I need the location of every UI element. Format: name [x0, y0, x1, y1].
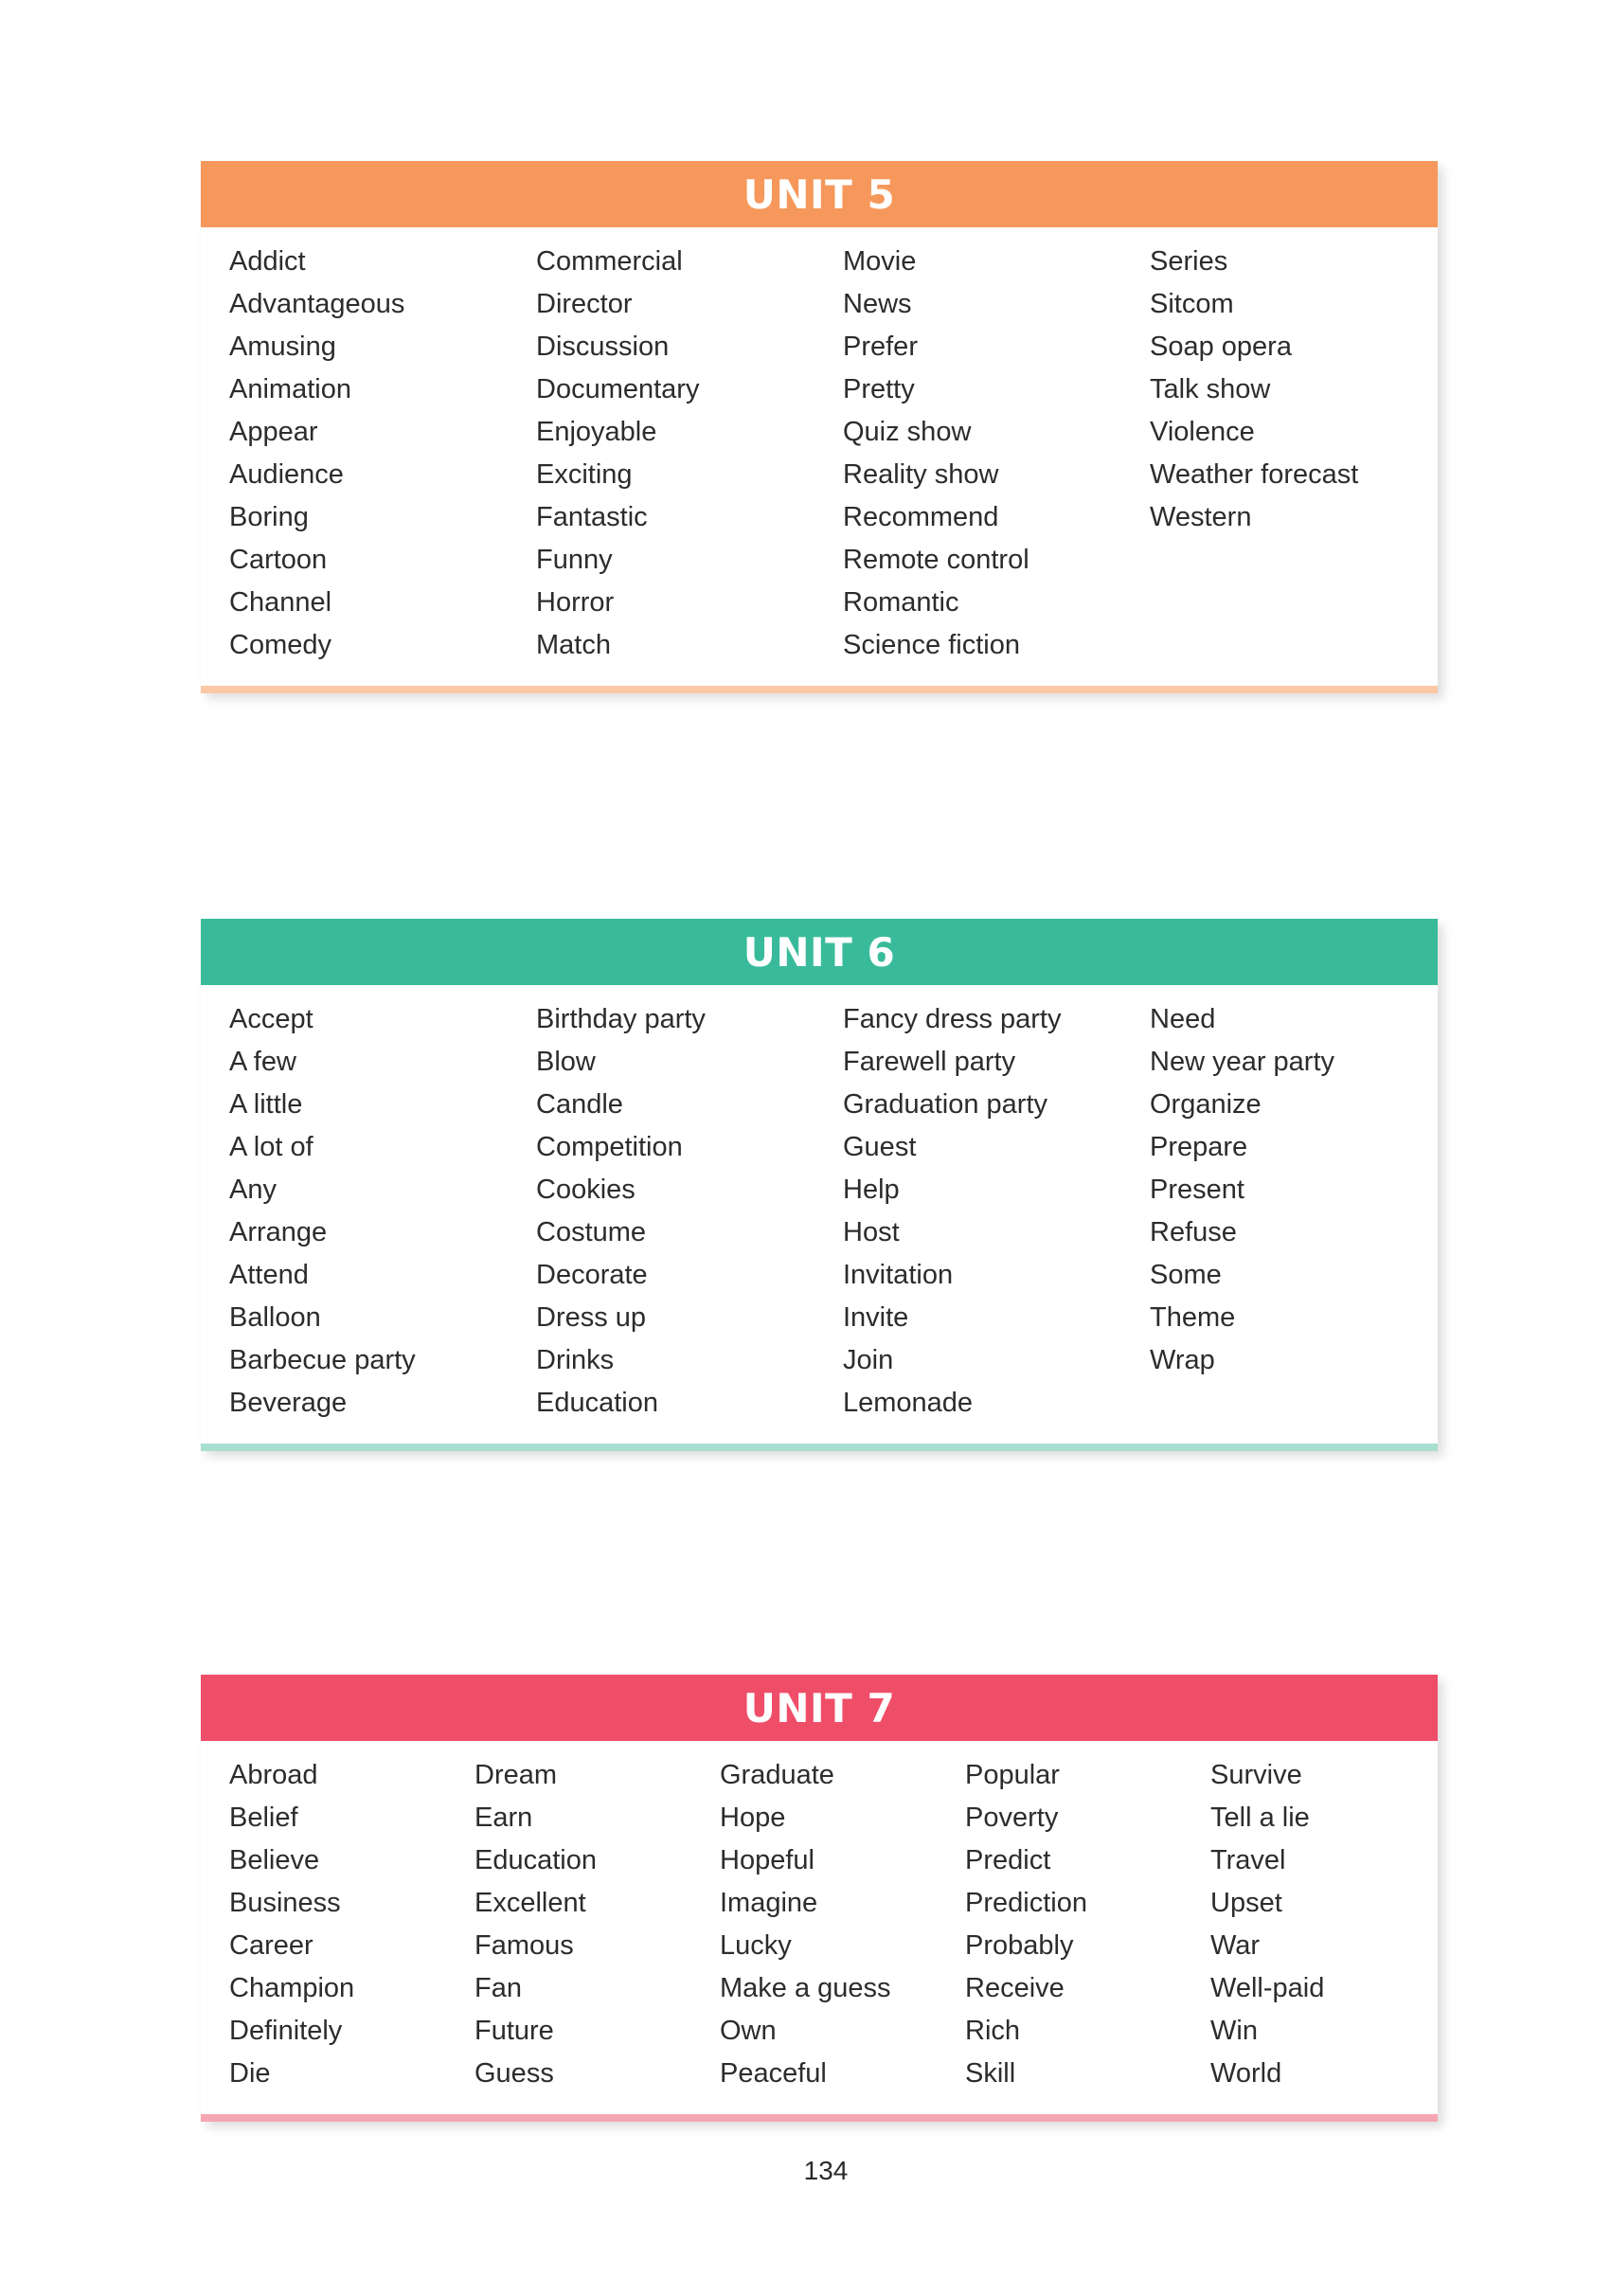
vocabulary-word: Popular	[965, 1760, 1060, 1790]
vocabulary-word: Accept	[229, 1004, 313, 1034]
vocabulary-word: Weather forecast	[1150, 459, 1359, 490]
vocabulary-word: Soap opera	[1150, 332, 1292, 362]
vocabulary-word: Hope	[720, 1803, 786, 1833]
vocabulary-word: Decorate	[536, 1260, 648, 1290]
word-column	[536, 985, 843, 1425]
vocabulary-word: Barbecue party	[229, 1345, 416, 1375]
vocabulary-word: Wrap	[1150, 1345, 1215, 1375]
vocabulary-word: Cartoon	[229, 545, 328, 575]
vocabulary-word: Prepare	[1150, 1132, 1248, 1162]
vocabulary-word: Addict	[229, 246, 306, 277]
vocabulary-word: Attend	[229, 1260, 309, 1290]
vocabulary-word: Remote control	[843, 545, 1029, 575]
vocabulary-word: Skill	[965, 2058, 1016, 2089]
vocabulary-word: A few	[229, 1047, 296, 1077]
unit-7-header	[201, 1675, 1438, 1741]
vocabulary-word: Some	[1150, 1260, 1222, 1290]
vocabulary-word: Recommend	[843, 502, 999, 532]
vocabulary-word: Commercial	[536, 246, 683, 277]
vocabulary-word: Advantageous	[229, 289, 405, 319]
vocabulary-word: Business	[229, 1888, 341, 1918]
vocabulary-word: Series	[1150, 246, 1228, 277]
vocabulary-word: Probably	[965, 1930, 1074, 1961]
vocabulary-word: Birthday party	[536, 1004, 706, 1034]
unit-6-word-box	[201, 919, 1438, 1451]
page-number: 134	[803, 2156, 849, 2185]
word-column	[843, 227, 1150, 667]
vocabulary-word: A little	[229, 1089, 303, 1120]
vocabulary-word: Enjoyable	[536, 417, 657, 447]
vocabulary-word: Graduation party	[843, 1089, 1048, 1120]
vocabulary-word: Help	[843, 1175, 900, 1205]
vocabulary-word: Die	[229, 2058, 271, 2089]
vocabulary-word: Arrange	[229, 1217, 328, 1247]
vocabulary-word: Imagine	[720, 1888, 818, 1918]
unit-5-header	[201, 161, 1438, 227]
vocabulary-word: Future	[474, 2016, 554, 2046]
word-column	[720, 1741, 965, 2095]
vocabulary-word: Discussion	[536, 332, 670, 362]
vocabulary-word: Dress up	[536, 1302, 647, 1333]
unit-7-word-list	[201, 1741, 1438, 2114]
vocabulary-word: Education	[474, 1845, 597, 1875]
vocabulary-word: Poverty	[965, 1803, 1059, 1833]
vocabulary-word: Fan	[474, 1973, 522, 2003]
vocabulary-word: Survive	[1210, 1760, 1302, 1790]
vocabulary-word: War	[1210, 1930, 1261, 1961]
vocabulary-word: Talk show	[1150, 374, 1271, 404]
vocabulary-word: Animation	[229, 374, 351, 404]
vocabulary-word: Reality show	[843, 459, 999, 490]
unit-7-bottom-bar	[201, 2114, 1438, 2122]
vocabulary-word: Cookies	[536, 1175, 635, 1205]
vocabulary-word: Travel	[1210, 1845, 1286, 1875]
vocabulary-word: Career	[229, 1930, 313, 1961]
vocabulary-word: Lucky	[720, 1930, 792, 1961]
vocabulary-word: Fancy dress party	[843, 1004, 1062, 1034]
vocabulary-word: Channel	[229, 587, 332, 618]
vocabulary-word: Invite	[843, 1302, 909, 1333]
unit-5-title: UNIT 5	[743, 170, 896, 218]
vocabulary-word: Prediction	[965, 1888, 1087, 1918]
word-column	[229, 1741, 474, 2095]
vocabulary-word: News	[843, 289, 912, 319]
unit-5-word-box	[201, 161, 1438, 693]
vocabulary-word: Horror	[536, 587, 615, 618]
vocabulary-word: Director	[536, 289, 633, 319]
word-column	[1150, 985, 1457, 1425]
vocabulary-word: Balloon	[229, 1302, 321, 1333]
unit-5-bottom-bar	[201, 686, 1438, 693]
vocabulary-word: Exciting	[536, 459, 633, 490]
vocabulary-word: Own	[720, 2016, 777, 2046]
vocabulary-word: Blow	[536, 1047, 596, 1077]
word-column	[1150, 227, 1457, 667]
vocabulary-word: Present	[1150, 1175, 1244, 1205]
word-column	[1210, 1741, 1456, 2095]
vocabulary-word: Boring	[229, 502, 309, 532]
vocabulary-word: New year party	[1150, 1047, 1335, 1077]
word-column	[474, 1741, 720, 2095]
word-column	[965, 1741, 1210, 2095]
vocabulary-word: Make a guess	[720, 1973, 891, 2003]
vocabulary-word: Graduate	[720, 1760, 834, 1790]
unit-6-word-list	[201, 985, 1438, 1444]
vocabulary-word: Abroad	[229, 1760, 318, 1790]
vocabulary-word: Lemonade	[843, 1388, 974, 1418]
vocabulary-word: Movie	[843, 246, 917, 277]
vocabulary-word: Violence	[1150, 417, 1255, 447]
vocabulary-word: Win	[1210, 2016, 1258, 2046]
vocabulary-word: Upset	[1210, 1888, 1282, 1918]
vocabulary-word: Science fiction	[843, 630, 1020, 660]
vocabulary-word: Believe	[229, 1845, 320, 1875]
vocabulary-word: Organize	[1150, 1089, 1262, 1120]
vocabulary-word: Theme	[1150, 1302, 1236, 1333]
vocabulary-word: Need	[1150, 1004, 1216, 1034]
vocabulary-word: Hopeful	[720, 1845, 814, 1875]
vocabulary-word: Belief	[229, 1803, 298, 1833]
word-column	[229, 985, 536, 1425]
unit-5-word-list	[201, 227, 1438, 686]
vocabulary-word: World	[1210, 2058, 1282, 2089]
vocabulary-word: Any	[229, 1175, 277, 1205]
vocabulary-word: Beverage	[229, 1388, 348, 1418]
unit-6-header	[201, 919, 1438, 985]
vocabulary-word: Predict	[965, 1845, 1051, 1875]
vocabulary-word: Join	[843, 1345, 894, 1375]
vocabulary-word: Host	[843, 1217, 900, 1247]
vocabulary-word: Drinks	[536, 1345, 615, 1375]
vocabulary-word: Audience	[229, 459, 344, 490]
vocabulary-word: Funny	[536, 545, 613, 575]
vocabulary-word: Competition	[536, 1132, 683, 1162]
vocabulary-word: Candle	[536, 1089, 623, 1120]
unit-7-word-box	[201, 1675, 1438, 2122]
vocabulary-word: Western	[1150, 502, 1252, 532]
vocabulary-word: Sitcom	[1150, 289, 1234, 319]
vocabulary-word: Well-paid	[1210, 1973, 1325, 2003]
vocabulary-word: Earn	[474, 1803, 533, 1833]
vocabulary-word: Prefer	[843, 332, 918, 362]
vocabulary-word: Documentary	[536, 374, 700, 404]
vocabulary-word: Champion	[229, 1973, 355, 2003]
vocabulary-word: Peaceful	[720, 2058, 827, 2089]
vocabulary-word: Farewell party	[843, 1047, 1016, 1077]
word-column	[536, 227, 843, 667]
word-column	[843, 985, 1150, 1425]
vocabulary-word: Famous	[474, 1930, 574, 1961]
vocabulary-word: Appear	[229, 417, 318, 447]
vocabulary-word: Tell a lie	[1210, 1803, 1310, 1833]
vocabulary-word: Costume	[536, 1217, 647, 1247]
vocabulary-word: Guess	[474, 2058, 554, 2089]
vocabulary-word: Rich	[965, 2016, 1021, 2046]
vocabulary-word: Dream	[474, 1760, 558, 1790]
vocabulary-word: Refuse	[1150, 1217, 1237, 1247]
vocabulary-word: Invitation	[843, 1260, 954, 1290]
vocabulary-word: Match	[536, 630, 611, 660]
word-column	[229, 227, 536, 667]
unit-7-title: UNIT 7	[743, 1684, 896, 1731]
vocabulary-word: Quiz show	[843, 417, 972, 447]
vocabulary-word: Education	[536, 1388, 658, 1418]
vocabulary-word: Amusing	[229, 332, 336, 362]
vocabulary-word: Pretty	[843, 374, 915, 404]
vocabulary-word: Receive	[965, 1973, 1065, 2003]
vocabulary-word: A lot of	[229, 1132, 313, 1162]
unit-6-title: UNIT 6	[743, 928, 896, 976]
unit-6-bottom-bar	[201, 1444, 1438, 1451]
vocabulary-word: Definitely	[229, 2016, 343, 2046]
vocabulary-word: Fantastic	[536, 502, 648, 532]
vocabulary-word: Comedy	[229, 630, 331, 660]
vocabulary-word: Romantic	[843, 587, 959, 618]
vocabulary-word: Guest	[843, 1132, 917, 1162]
vocabulary-word: Excellent	[474, 1888, 586, 1918]
